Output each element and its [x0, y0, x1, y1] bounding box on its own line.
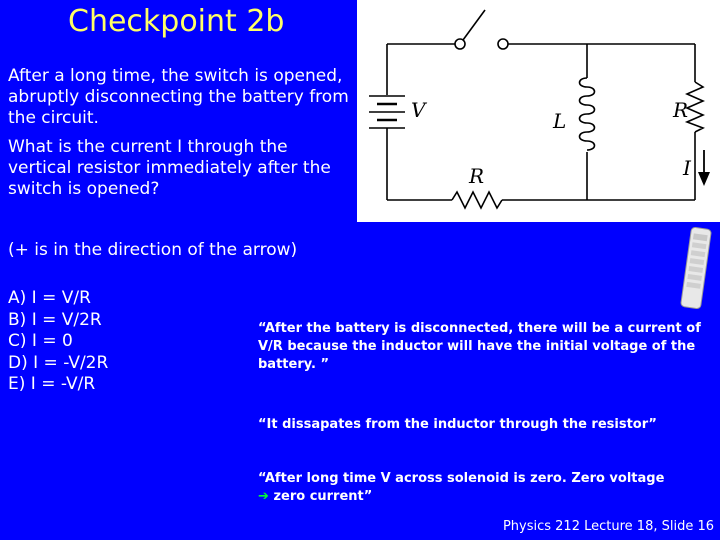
resistor-bottom	[452, 192, 502, 208]
label-v: V	[411, 98, 426, 122]
student-quote-3-line-2	[258, 488, 710, 506]
answer-c: C) I = 0	[8, 331, 73, 351]
student-quote-3-line-1: “After long time V across solenoid is zero. Zero voltage	[258, 471, 665, 486]
direction-note: (+ is in the direction of the arrow)	[8, 240, 298, 260]
question-line-2: What is the current I through the vertical resistor immediately after the switch is opened?	[8, 137, 331, 199]
question-line-1: After a long time, the switch is opened, abruptly disconnecting the battery from the circuit.	[8, 66, 349, 128]
label-r-right: R	[673, 98, 689, 122]
label-r-bottom: R	[469, 164, 485, 188]
slide-footer: Physics 212 Lecture 18, Slide 16	[502, 519, 714, 534]
answer-e: E) I = -V/R	[8, 374, 96, 394]
slide-title: Checkpoint 2b	[68, 4, 285, 39]
question-text	[8, 66, 353, 208]
clicker-remote-icon	[678, 226, 714, 310]
answer-list	[8, 288, 108, 396]
student-quote-3	[258, 470, 710, 506]
circuit-diagram	[357, 0, 720, 222]
inductor-coil	[580, 78, 595, 150]
battery	[369, 96, 405, 128]
student-quote-2: “It dissapates from the inductor through the resistor”	[258, 417, 657, 432]
answer-a: A) I = V/R	[8, 288, 91, 308]
student-quote-3-continuation: zero current”	[273, 489, 373, 504]
arrow-right-icon: ➔	[258, 489, 269, 504]
label-i: I	[683, 156, 691, 180]
circuit-wires	[387, 44, 695, 200]
label-l: L	[553, 109, 567, 133]
resistor-right	[687, 82, 703, 132]
switch	[455, 10, 508, 49]
answer-b: B) I = V/2R	[8, 309, 102, 330]
answer-d: D) I = -V/2R	[8, 352, 109, 373]
student-quote-1: “After the battery is disconnected, there will be a current of V/R because the inductor will have the initial voltage of the battery. ”	[258, 321, 701, 372]
current-arrow	[698, 150, 710, 186]
